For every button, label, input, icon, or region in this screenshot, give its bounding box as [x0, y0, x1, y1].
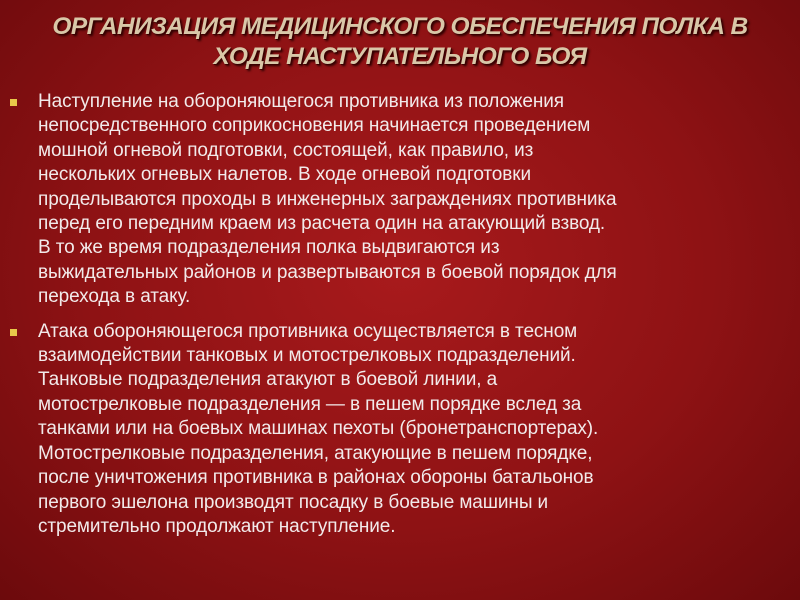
bullet-item-1 [8, 90, 796, 310]
square-bullet-icon [10, 99, 17, 106]
bullet-line: перехода в атаку. [38, 286, 191, 308]
bullet-item-2 [8, 320, 796, 540]
bullet-line: Атака обороняющегося противника осуществляется в тесном [38, 320, 578, 342]
bullet-line: первого эшелона производят посадку в боевые машины и [38, 491, 549, 513]
bullet-line: перед его передним краем из расчета один на атакующий взвод. [38, 213, 606, 235]
bullet-line: стремительно продолжают наступление. [38, 515, 396, 537]
bullet-line: мотострелковые подразделения — в пешем порядке вслед за [38, 393, 582, 415]
bullet-line: после уничтожения противника в районах обороны батальонов [38, 467, 594, 489]
title-line-1: ОРГАНИЗАЦИЯ МЕДИЦИНСКОГО ОБЕСПЕЧЕНИЯ ПОЛКА В [52, 13, 748, 40]
slide-title [20, 12, 780, 72]
bullet-line: взаимодействии танковых и мотострелковых подразделений. [38, 345, 576, 367]
bullet-line: непосредственного соприкосновения начинается проведением [38, 115, 591, 137]
bullet-line: Танковые подразделения атакуют в боевой линии, а [38, 369, 498, 391]
bullet-line: В то же время подразделения полка выдвигаются из [38, 237, 500, 259]
bullet-line: мошной огневой подготовки, состоящей, как правило, из [38, 139, 534, 161]
bullet-line: проделываются проходы в инженерных заграждениях противника [38, 188, 617, 210]
bullet-line: танками или на боевых машинах пехоты (бронетранспортерах). [38, 418, 599, 440]
title-line-2: ХОДЕ НАСТУПАТЕЛЬНОГО БОЯ [213, 43, 587, 70]
bullet-line: Мотострелковые подразделения, атакующие в пешем порядке, [38, 442, 593, 464]
slide-body [8, 90, 796, 539]
bullet-line: нескольких огневых налетов. В ходе огневой подготовки [38, 164, 531, 186]
bullet-line: Наступление на обороняющегося противника из положения [38, 91, 564, 112]
bullet-line: выжидательных районов и развертываются в боевой порядок для [38, 261, 617, 283]
square-bullet-icon [10, 329, 17, 336]
